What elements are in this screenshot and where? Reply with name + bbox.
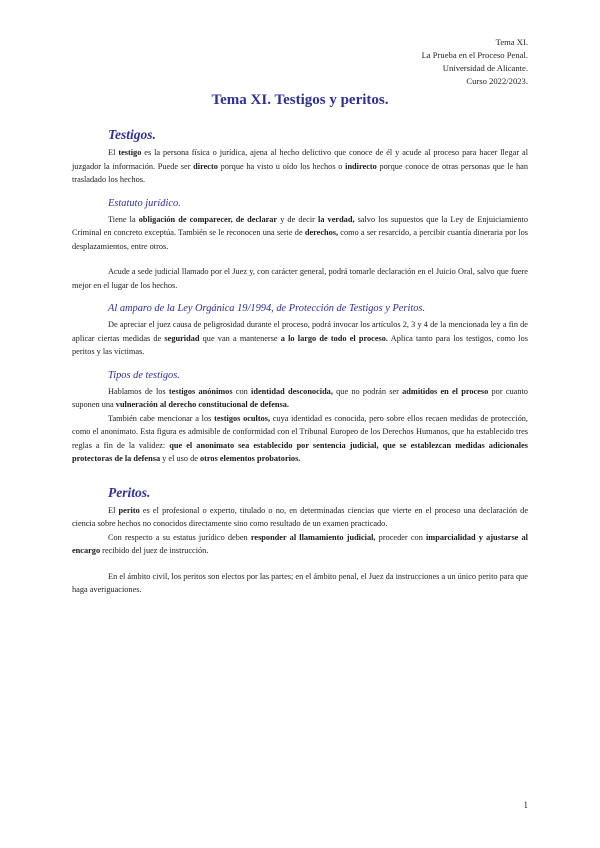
paragraph-estatuto-sede: Acude a sede judicial llamado por el Juez y, con carácter general, podrá tomarle declaración en el Juicio Oral, salvo que fuere mejor en el lugar de los hechos. xyxy=(72,267,528,290)
paragraph-testigo-definition: El testigo es la persona física o jurídica, ajena al hecho delictivo que conoce de él y acude al proceso para hacer llegar al juzgador la información. Puede ser directo porque ha visto u oído los hechos o indirecto porque conoce de otras personas que le han trasladado los hechos. xyxy=(72,148,528,184)
subheading-tipos: Tipos de testigos. xyxy=(108,369,180,381)
subheading-estatuto: Estatuto jurídico. xyxy=(108,197,181,209)
section-heading-testigos: Testigos. xyxy=(108,127,156,142)
paragraph-perito-definition: El perito es el profesional o experto, titulado o no, en determinadas ciencias que vierte en el proceso una declaración de ciencia sobre hechos no conocidos directamente sino como resultado de un examen practicado. xyxy=(72,505,528,528)
subheading-ley-organica: Al amparo de la Ley Orgánica 19/1994, de Protección de Testigos y Peritos. xyxy=(108,303,426,314)
paragraph-testigos-anonimos: Hablamos de los testigos anónimos con identidad desconocida, que no podrán ser admitidos en el proceso por cuanto suponen una vulneración al derecho constitucional de defensa. xyxy=(72,386,528,409)
paragraph-estatuto-obligaciones: Tiene la obligación de comparecer, de declarar y de decir la verdad, salvo los supuestos que la Ley de Enjuiciamiento Criminal en concreto exceptúa. También se le reconocen una serie de derechos, como a ser resarcido, a percibir cuantía dineraria por los desplazamientos, entre otros. xyxy=(72,214,529,251)
header-line-university: Universidad de Alicante. xyxy=(442,63,528,73)
section-heading-peritos: Peritos. xyxy=(108,484,151,500)
paragraph-ley-organica: De apreciar el juez causa de peligrosidad durante el proceso, podrá invocar los artículos 2, 3 y 4 de la mencionada ley a fin de aplicar ciertas medidas de seguridad que van a mantenerse a lo largo de todo el proceso. Aplica tanto para los testigos, como los peritos y las víctimas. xyxy=(72,320,528,356)
header-line-subject: La Prueba en el Proceso Penal. xyxy=(421,50,528,60)
paragraph-perito-estatus: Con respecto a su estatus jurídico deben responder al llamamiento judicial, proceder con imparcialidad y ajustarse al encargo recibido del juez de instrucción. xyxy=(72,532,528,555)
header-line-course: Curso 2022/2023. xyxy=(466,76,528,86)
page-header xyxy=(422,36,528,88)
header-line-topic: Tema XI. xyxy=(495,37,528,47)
paragraph-testigos-ocultos: También cabe mencionar a los testigos ocultos, cuya identidad es conocida, pero sobre ellos recaen medidas de protección, como el anonimato. Esta figura es admisible de conformidad con el Tribunal Europeo de los Derechos Humanos, que ha establecido tres reglas a fin de la validez: que el anonimato sea establecido por sentencia judicial, que se establezcan medidas adicionales protectoras de la defensa y el uso de otros elementos probatorios. xyxy=(72,413,528,463)
page-number: 1 xyxy=(523,800,528,810)
document-title: Tema XI. Testigos y peritos. xyxy=(211,92,389,108)
paragraph-perito-ambito: En el ámbito civil, los peritos son electos por las partes; en el ámbito penal, el Juez da instrucciones a un único perito para que haga averiguaciones. xyxy=(72,571,528,594)
document-body xyxy=(72,124,528,597)
